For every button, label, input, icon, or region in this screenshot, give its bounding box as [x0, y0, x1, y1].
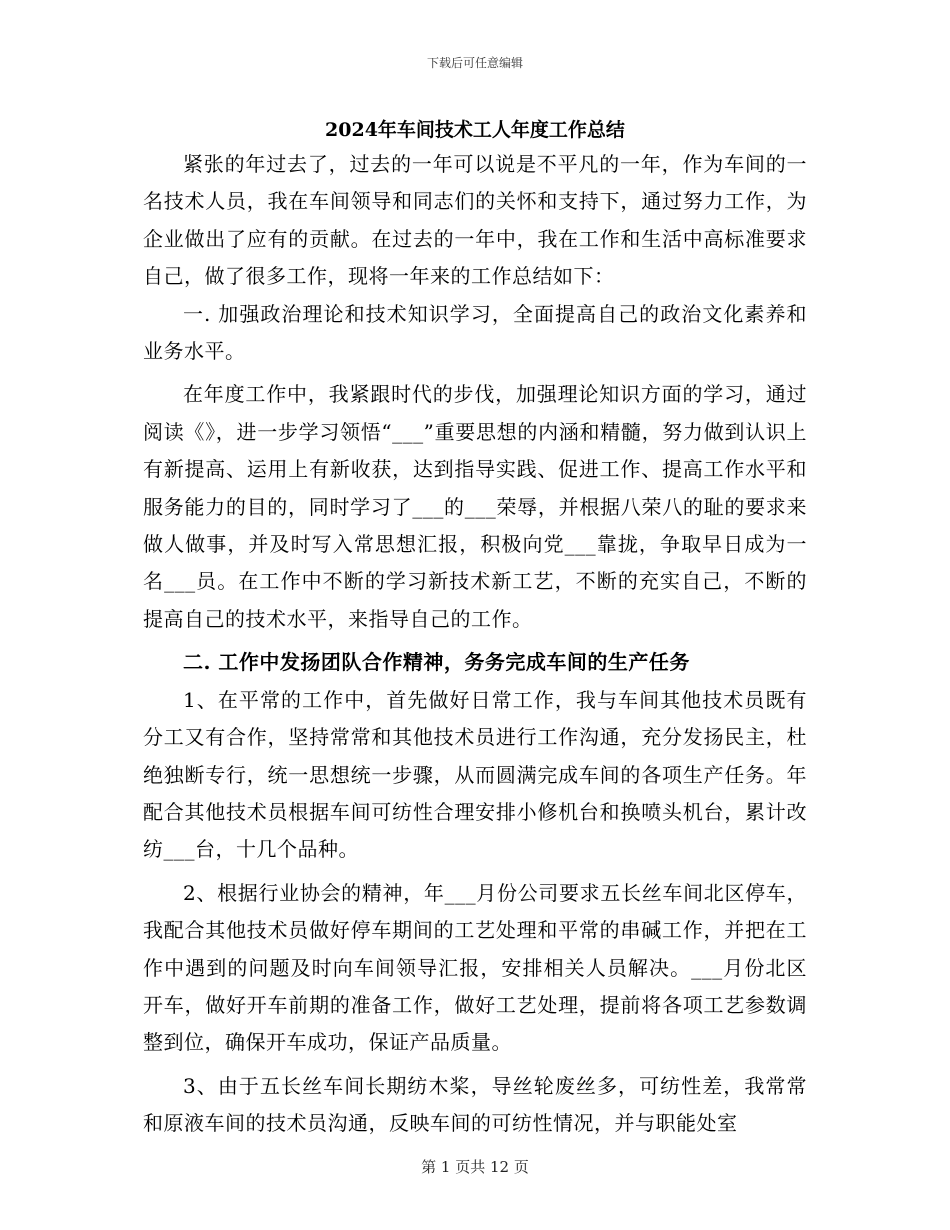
section-one-heading: 一. 加强政治理论和技术知识学习，全面提高自己的政治文化素养和业务水平。 — [143, 301, 807, 364]
document-title: 2024年车间技术工人年度工作总结 — [325, 119, 625, 141]
item-one-paragraph: 1、在平常的工作中，首先做好日常工作，我与车间其他技术员既有分工又有合作，坚持常常和其他技术员进行工作沟通，充分发扬民主，杜绝独断专行，统一思想统一步骤，从而圆满完成车间的各项生产任务。年配合其他技术员根据车间可纺性合理安排小修机台和换喷头机台，累计改纺___台，十几个品种。 — [143, 687, 807, 862]
section-two-heading: 二. 工作中发扬团队合作精神，务务完成车间的生产任务 — [183, 650, 690, 675]
header-note: 下载后可任意编辑 — [426, 56, 523, 70]
item-two-paragraph: 2、根据行业协会的精神，年___月份公司要求五长丝车间北区停车，我配合其他技术员做好停车期间的工艺处理和平常的串碱工作，并把在工作中遇到的问题及时向车间领导汇报，安排相关人员解决。___月份北区开车，做好开车前期的准备工作，做好工艺处理，提前将各项工艺参数调整到位，确保开车成功，保证产品质量。 — [143, 880, 807, 1055]
document-body — [143, 146, 807, 1143]
intro-paragraph: 紧张的年过去了，过去的一年可以说是不平凡的一年，作为车间的一名技术人员，我在车间领导和同志们的关怀和支持下，通过努力工作，为企业做出了应有的贡献。在过去的一年中，我在工作和生活中高标准要求自己，做了很多工作，现将一年来的工作总结如下： — [143, 152, 807, 289]
section-one-paragraph: 在年度工作中，我紧跟时代的步伐，加强理论知识方面的学习，通过阅读《》，进一步学习领悟“___”重要思想的内涵和精髓，努力做到认识上有新提高、运用上有新收获，达到指导实践、促进工作、提高工作水平和服务能力的目的，同时学习了___的___荣辱，并根据八荣八的耻的要求来做人做事，并及时写入常思想汇报，积极向党___靠拢，争取早日成为一名___员。在工作中不断的学习新技术新工艺，不断的充实自己，不断的提高自己的技术水平，来指导自己的工作。 — [143, 382, 807, 631]
page-indicator: 第 1 页共 12 页 — [421, 1158, 529, 1176]
item-three-paragraph: 3、由于五长丝车间长期纺木桨，导丝轮废丝多，可纺性差，我常常和原液车间的技术员沟通，反映车间的可纺性情况，并与职能处室 — [143, 1073, 807, 1136]
